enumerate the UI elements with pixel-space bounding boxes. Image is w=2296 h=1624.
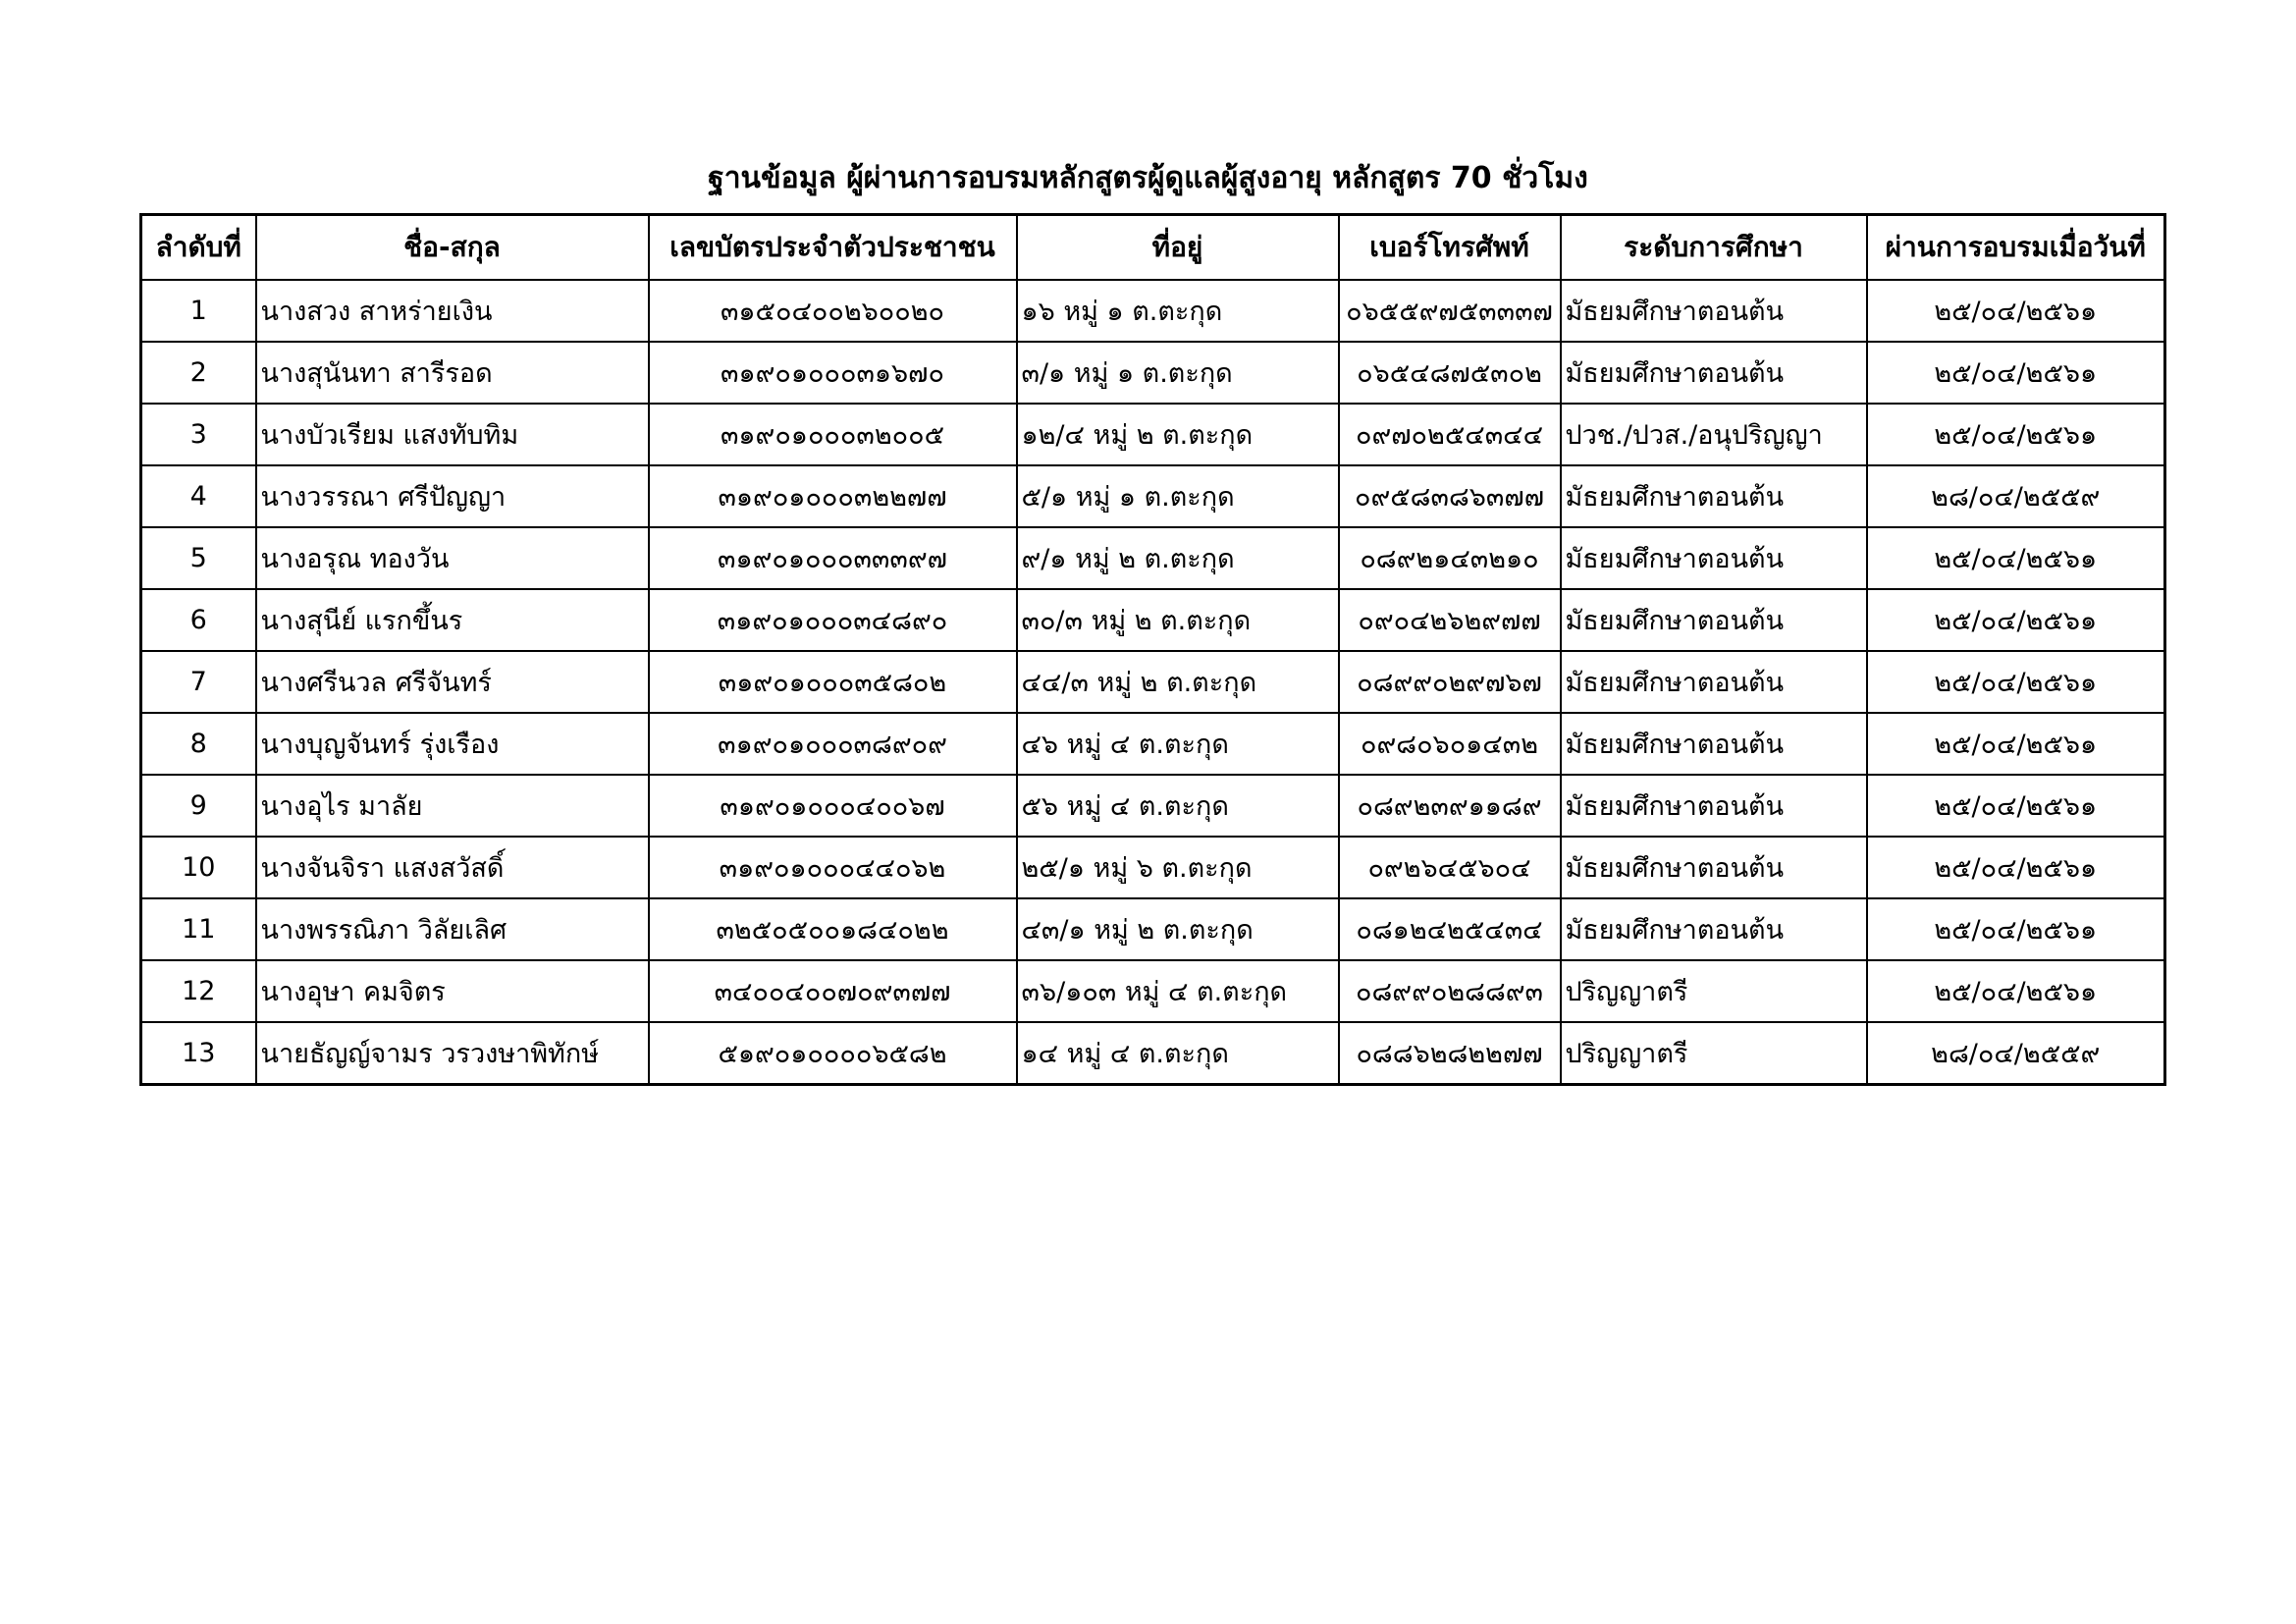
table-row: [141, 342, 2165, 404]
address-cell: ๓๖/๑๐๓ หมู่ ๔ ต.ตะกุด: [1017, 960, 1339, 1022]
training-date-cell: ๒๕/๐๔/๒๕๖๑: [1867, 404, 2165, 465]
education-level-cell: มัธยมศึกษาตอนต้น: [1561, 775, 1867, 837]
address-cell: ๙/๑ หมู่ ๒ ต.ตะกุด: [1017, 527, 1339, 589]
citizen-id-cell: ๓๑๕๐๔๐๐๒๖๐๐๒๐: [649, 280, 1017, 342]
citizen-id-cell: ๓๑๙๐๑๐๐๐๓๕๘๐๒: [649, 651, 1017, 713]
full-name-cell: นางจันจิรา แสงสวัสดิ์: [256, 837, 649, 898]
full-name-cell: นางอรุณ ทองวัน: [256, 527, 649, 589]
full-name-cell: นางสวง สาหร่ายเงิน: [256, 280, 649, 342]
education-level-cell: มัธยมศึกษาตอนต้น: [1561, 342, 1867, 404]
training-date-cell: ๒๕/๐๔/๒๕๖๑: [1867, 960, 2165, 1022]
col-header-no: ลำดับที่: [141, 215, 256, 281]
full-name-cell: นางบัวเรียม แสงทับทิม: [256, 404, 649, 465]
row-number-cell: 8: [141, 713, 256, 775]
table-row: [141, 1022, 2165, 1085]
full-name-cell: นางสุนันทา สารีรอด: [256, 342, 649, 404]
address-cell: ๑๔ หมู่ ๔ ต.ตะกุด: [1017, 1022, 1339, 1085]
table-row: [141, 898, 2165, 960]
row-number-cell: 11: [141, 898, 256, 960]
training-date-cell: ๒๕/๐๔/๒๕๖๑: [1867, 280, 2165, 342]
row-number-cell: 6: [141, 589, 256, 651]
col-header-address: ที่อยู่: [1017, 215, 1339, 281]
full-name-cell: นายธัญญ์จามร วรวงษาพิทักษ์: [256, 1022, 649, 1085]
full-name-cell: นางอุษา คมจิตร: [256, 960, 649, 1022]
document-title: ฐานข้อมูล ผู้ผ่านการอบรมหลักสูตรผู้ดูแลผู้สูงอายุ หลักสูตร 70 ชั่วโมง: [708, 161, 1588, 195]
col-header-date: ผ่านการอบรมเมื่อวันที่: [1867, 215, 2165, 281]
table-row: [141, 404, 2165, 465]
phone-number-cell: ๐๘๙๒๑๔๓๒๑๐: [1339, 527, 1561, 589]
full-name-cell: นางศรีนวล ศรีจันทร์: [256, 651, 649, 713]
citizen-id-cell: ๓๑๙๐๑๐๐๐๓๔๘๙๐: [649, 589, 1017, 651]
education-level-cell: ปวช./ปวส./อนุปริญญา: [1561, 404, 1867, 465]
row-number-cell: 5: [141, 527, 256, 589]
address-cell: ๕๖ หมู่ ๔ ต.ตะกุด: [1017, 775, 1339, 837]
row-number-cell: 2: [141, 342, 256, 404]
education-level-cell: มัธยมศึกษาตอนต้น: [1561, 589, 1867, 651]
citizen-id-cell: ๓๑๙๐๑๐๐๐๓๑๖๗๐: [649, 342, 1017, 404]
citizen-id-cell: ๕๑๙๐๑๐๐๐๐๖๕๘๒: [649, 1022, 1017, 1085]
col-header-education: ระดับการศึกษา: [1561, 215, 1867, 281]
full-name-cell: นางสุนีย์ แรกขึ้นร: [256, 589, 649, 651]
phone-number-cell: ๐๙๗๐๒๕๔๓๔๔: [1339, 404, 1561, 465]
table-body: [141, 280, 2165, 1085]
citizen-id-cell: ๓๑๙๐๑๐๐๐๓๘๙๐๙: [649, 713, 1017, 775]
address-cell: ๓๐/๓ หมู่ ๒ ต.ตะกุด: [1017, 589, 1339, 651]
full-name-cell: นางอุไร มาลัย: [256, 775, 649, 837]
citizen-id-cell: ๓๔๐๐๔๐๐๗๐๙๓๗๗: [649, 960, 1017, 1022]
address-cell: ๓/๑ หมู่ ๑ ต.ตะกุด: [1017, 342, 1339, 404]
address-cell: ๒๕/๑ หมู่ ๖ ต.ตะกุด: [1017, 837, 1339, 898]
address-cell: ๔๓/๑ หมู่ ๒ ต.ตะกุด: [1017, 898, 1339, 960]
table-row: [141, 713, 2165, 775]
address-cell: ๕/๑ หมู่ ๑ ต.ตะกุด: [1017, 465, 1339, 527]
training-date-cell: ๒๕/๐๔/๒๕๖๑: [1867, 775, 2165, 837]
phone-number-cell: ๐๙๒๖๔๕๖๐๔: [1339, 837, 1561, 898]
row-number-cell: 12: [141, 960, 256, 1022]
education-level-cell: มัธยมศึกษาตอนต้น: [1561, 280, 1867, 342]
col-header-phone: เบอร์โทรศัพท์: [1339, 215, 1561, 281]
citizen-id-cell: ๓๑๙๐๑๐๐๐๔๔๐๖๒: [649, 837, 1017, 898]
citizen-id-cell: ๓๑๙๐๑๐๐๐๓๒๐๐๕: [649, 404, 1017, 465]
training-date-cell: ๒๘/๐๔/๒๕๕๙: [1867, 1022, 2165, 1085]
col-header-name: ชื่อ-สกุล: [256, 215, 649, 281]
education-level-cell: มัธยมศึกษาตอนต้น: [1561, 465, 1867, 527]
training-date-cell: ๒๕/๐๔/๒๕๖๑: [1867, 651, 2165, 713]
address-cell: ๔๔/๓ หมู่ ๒ ต.ตะกุด: [1017, 651, 1339, 713]
phone-number-cell: ๐๘๘๖๒๘๒๒๗๗: [1339, 1022, 1561, 1085]
row-number-cell: 1: [141, 280, 256, 342]
table-row: [141, 280, 2165, 342]
table-row: [141, 651, 2165, 713]
education-level-cell: ปริญญาตรี: [1561, 1022, 1867, 1085]
training-date-cell: ๒๕/๐๔/๒๕๖๑: [1867, 898, 2165, 960]
phone-number-cell: ๐๘๙๙๐๒๘๘๙๓: [1339, 960, 1561, 1022]
phone-number-cell: ๐๖๕๔๘๗๕๓๐๒: [1339, 342, 1561, 404]
education-level-cell: มัธยมศึกษาตอนต้น: [1561, 713, 1867, 775]
row-number-cell: 3: [141, 404, 256, 465]
education-level-cell: มัธยมศึกษาตอนต้น: [1561, 527, 1867, 589]
table-row: [141, 960, 2165, 1022]
row-number-cell: 4: [141, 465, 256, 527]
row-number-cell: 13: [141, 1022, 256, 1085]
phone-number-cell: ๐๘๑๒๔๒๕๔๓๔: [1339, 898, 1561, 960]
header-row: [141, 215, 2165, 281]
citizen-id-cell: ๓๑๙๐๑๐๐๐๓๓๓๙๗: [649, 527, 1017, 589]
row-number-cell: 10: [141, 837, 256, 898]
trainee-table: [139, 213, 2166, 1086]
training-date-cell: ๒๘/๐๔/๒๕๕๙: [1867, 465, 2165, 527]
address-cell: ๑๒/๔ หมู่ ๒ ต.ตะกุด: [1017, 404, 1339, 465]
education-level-cell: มัธยมศึกษาตอนต้น: [1561, 837, 1867, 898]
phone-number-cell: ๐๖๕๕๙๗๕๓๓๓๗: [1339, 280, 1561, 342]
training-date-cell: ๒๕/๐๔/๒๕๖๑: [1867, 527, 2165, 589]
training-date-cell: ๒๕/๐๔/๒๕๖๑: [1867, 837, 2165, 898]
address-cell: ๑๖ หมู่ ๑ ต.ตะกุด: [1017, 280, 1339, 342]
address-cell: ๔๖ หมู่ ๔ ต.ตะกุด: [1017, 713, 1339, 775]
col-header-id: เลขบัตรประจำตัวประชาชน: [649, 215, 1017, 281]
full-name-cell: นางพรรณิภา วิลัยเลิศ: [256, 898, 649, 960]
row-number-cell: 9: [141, 775, 256, 837]
phone-number-cell: ๐๙๕๘๓๘๖๓๗๗: [1339, 465, 1561, 527]
full-name-cell: นางบุญจันทร์ รุ่งเรือง: [256, 713, 649, 775]
table-row: [141, 837, 2165, 898]
citizen-id-cell: ๓๑๙๐๑๐๐๐๔๐๐๖๗: [649, 775, 1017, 837]
row-number-cell: 7: [141, 651, 256, 713]
education-level-cell: มัธยมศึกษาตอนต้น: [1561, 898, 1867, 960]
education-level-cell: ปริญญาตรี: [1561, 960, 1867, 1022]
table-row: [141, 589, 2165, 651]
full-name-cell: นางวรรณา ศรีปัญญา: [256, 465, 649, 527]
citizen-id-cell: ๓๒๕๐๕๐๐๑๘๔๐๒๒: [649, 898, 1017, 960]
phone-number-cell: ๐๙๐๔๒๖๒๙๗๗: [1339, 589, 1561, 651]
table-row: [141, 465, 2165, 527]
education-level-cell: มัธยมศึกษาตอนต้น: [1561, 651, 1867, 713]
phone-number-cell: ๐๙๘๐๖๐๑๔๓๒: [1339, 713, 1561, 775]
phone-number-cell: ๐๘๙๙๐๒๙๗๖๗: [1339, 651, 1561, 713]
training-date-cell: ๒๕/๐๔/๒๕๖๑: [1867, 589, 2165, 651]
training-date-cell: ๒๕/๐๔/๒๕๖๑: [1867, 342, 2165, 404]
table-row: [141, 775, 2165, 837]
table-row: [141, 527, 2165, 589]
phone-number-cell: ๐๘๙๒๓๙๑๑๘๙: [1339, 775, 1561, 837]
citizen-id-cell: ๓๑๙๐๑๐๐๐๓๒๒๗๗: [649, 465, 1017, 527]
training-date-cell: ๒๕/๐๔/๒๕๖๑: [1867, 713, 2165, 775]
